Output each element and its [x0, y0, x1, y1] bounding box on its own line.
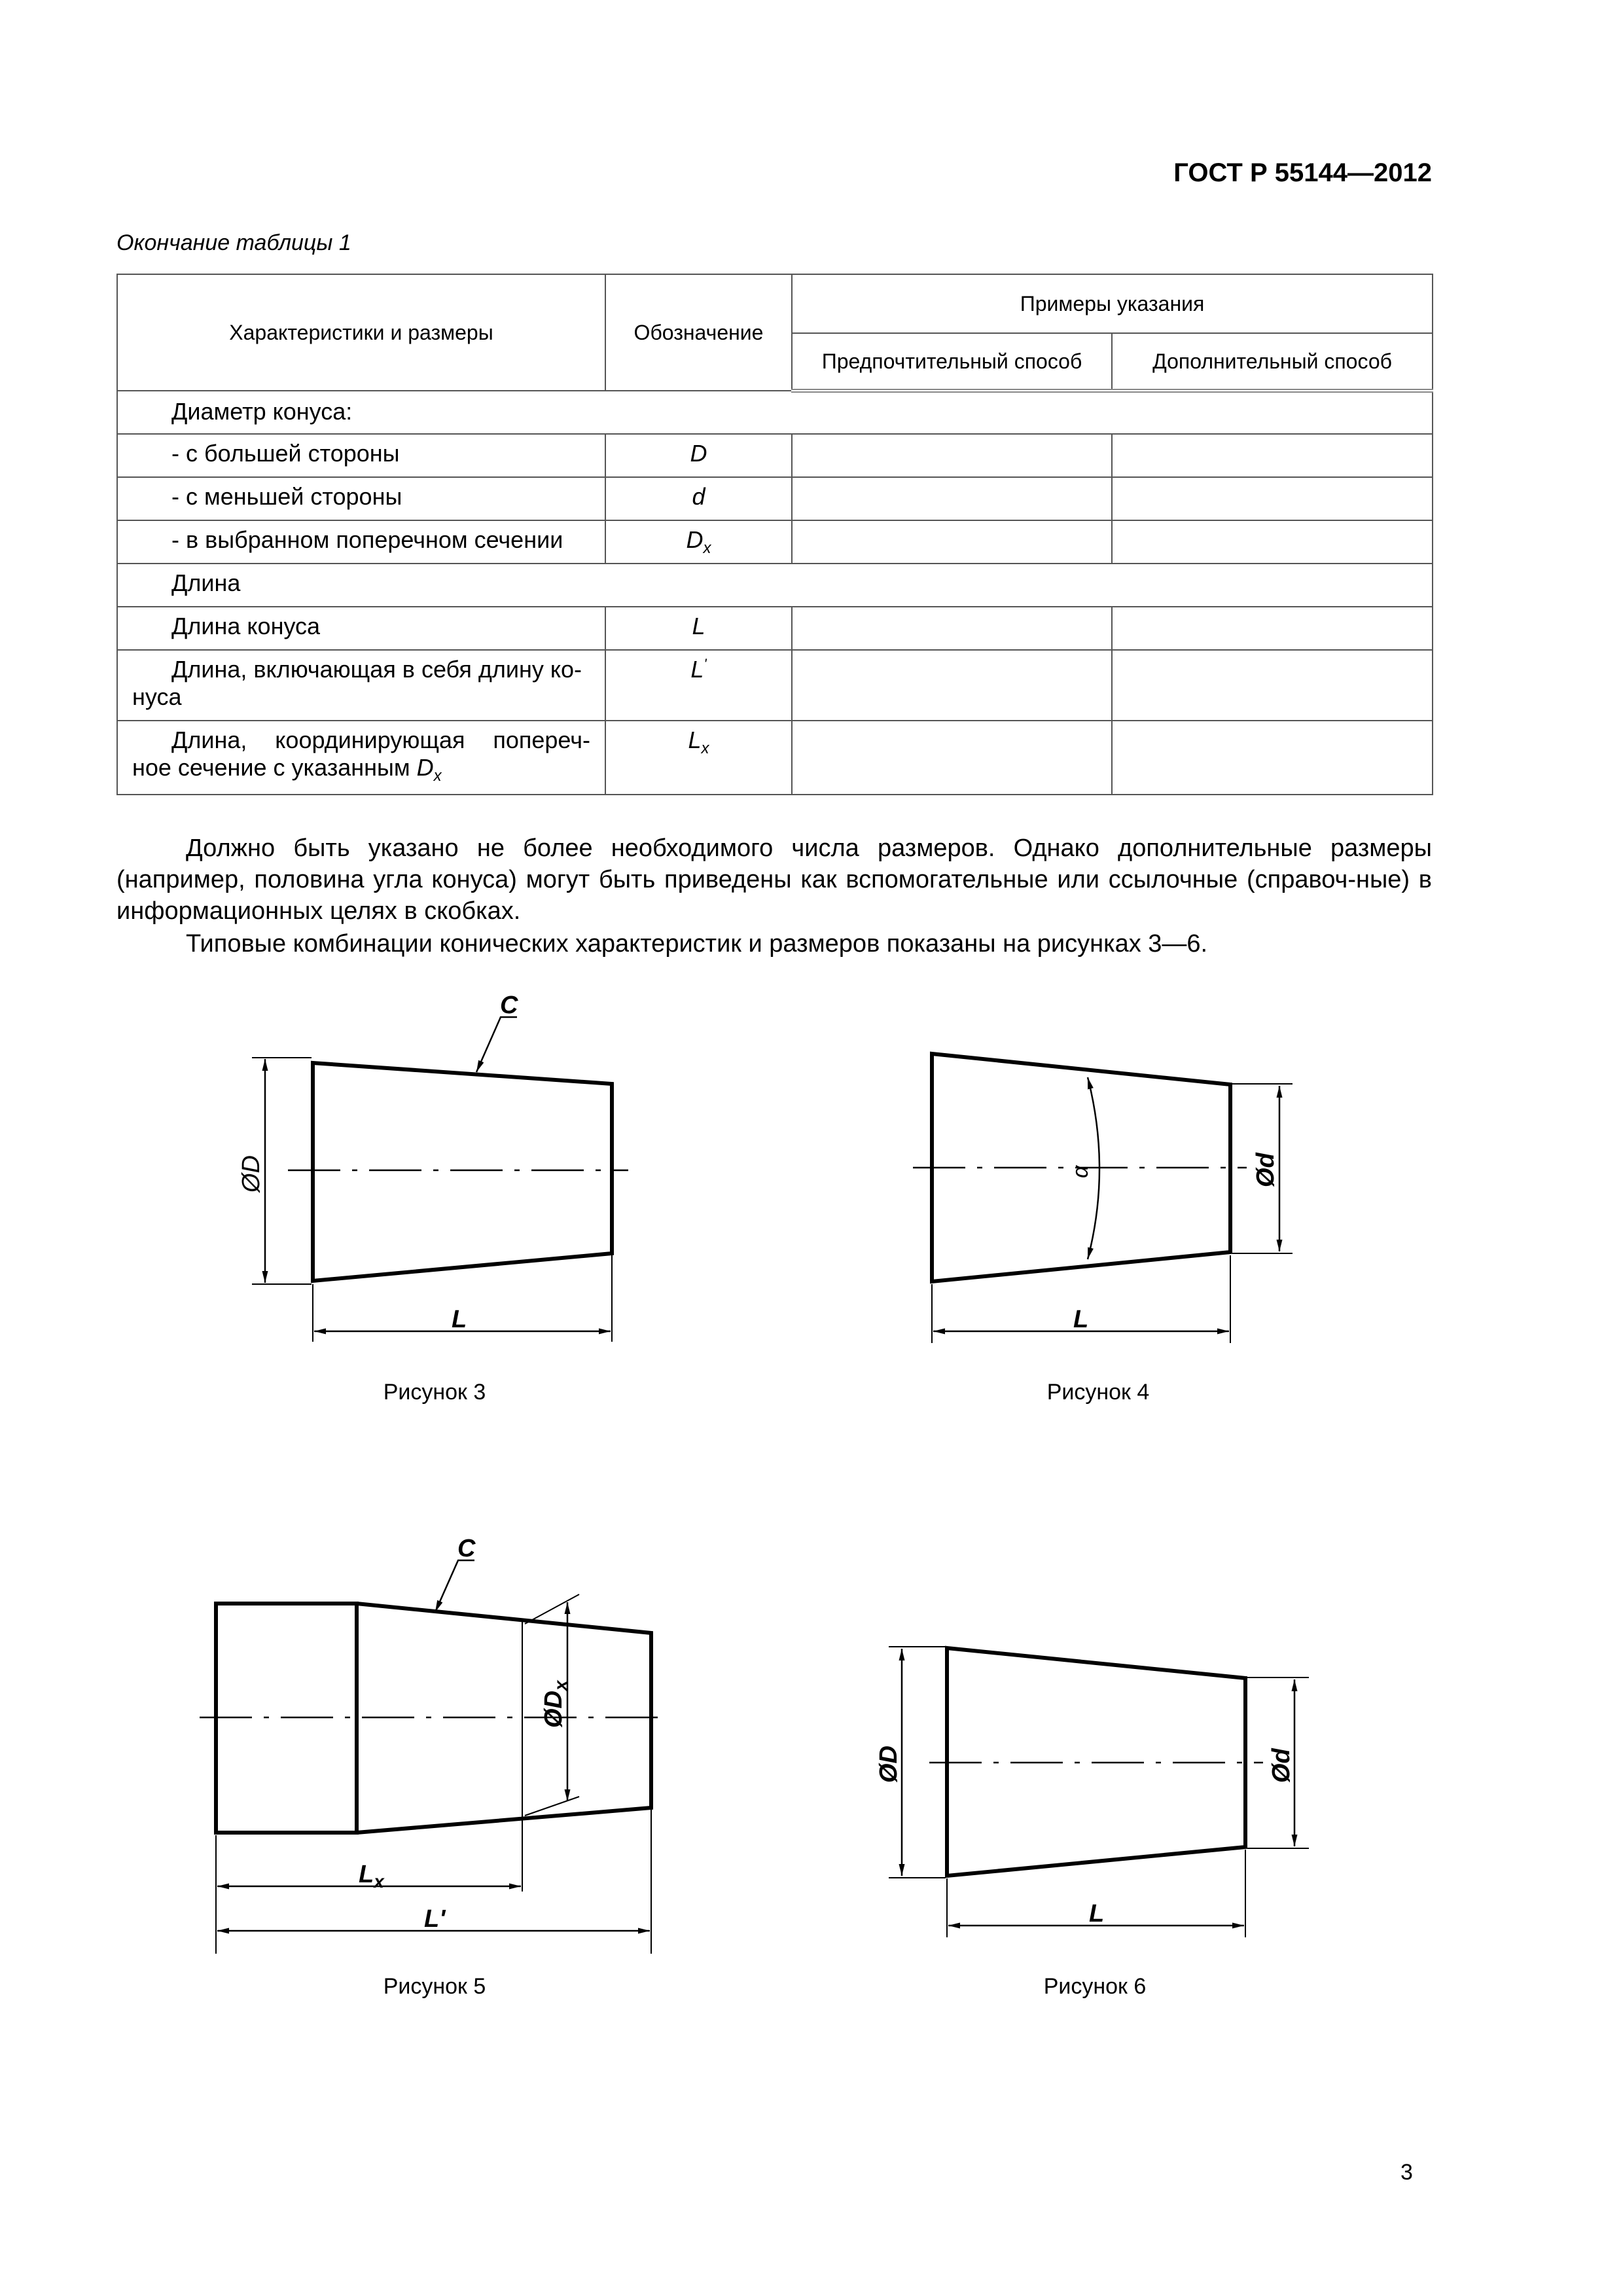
row-label-line1: Длина, координирующая попереч-	[171, 726, 590, 753]
row-symbol: D	[605, 434, 792, 477]
header-additional: Дополнительный способ	[1112, 333, 1433, 391]
row-label: - в выбранном поперечном сечении	[117, 520, 605, 564]
additional-cell	[1112, 520, 1433, 564]
row-label	[117, 721, 605, 795]
row-symbol: d	[605, 477, 792, 520]
paragraph-dimensions-note: Должно быть указано не более необходимого числа размеров. Однако дополнительные размеры (например, половина угла конуса) могут быть приведены как вспомогательные или ссылочные (справоч-ные) в информационных целях в скобках.	[116, 834, 1432, 925]
symbol-main: D	[686, 526, 704, 553]
table-row	[117, 721, 1433, 795]
table-row	[117, 607, 1433, 650]
table-row	[117, 391, 1433, 434]
row-label-line2: нуса	[132, 683, 182, 710]
cone-outline	[313, 1063, 612, 1281]
leader-line-C	[476, 1017, 517, 1072]
table-row	[117, 564, 1433, 607]
row-label-line2: ное сечение с указанным $D_x$	[132, 754, 442, 785]
label-Lprime: L'	[424, 1905, 446, 1933]
header-designation: Обозначение	[605, 274, 792, 391]
table-caption: Окончание таблицы 1	[116, 230, 351, 255]
figure-3-caption: Рисунок 3	[383, 1380, 486, 1405]
label-Lx: $L_x$	[359, 1861, 384, 1892]
additional-cell	[1112, 721, 1433, 795]
table-row	[117, 477, 1433, 520]
leader-line-C	[435, 1560, 474, 1612]
figure-4	[913, 1054, 1293, 1343]
table-row	[117, 434, 1433, 477]
symbol-main: L	[688, 726, 702, 753]
row-label: Длина конуса	[117, 607, 605, 650]
label-alpha: α	[1068, 1165, 1093, 1178]
figure-4-caption: Рисунок 4	[1046, 1380, 1150, 1405]
label-C: C	[500, 992, 518, 1019]
label-L: L	[1073, 1306, 1089, 1333]
figure-6-caption: Рисунок 6	[1043, 1974, 1147, 1999]
paragraph-figures-ref: Типовые комбинации конических характеристик и размеров показаны на рисунках 3—6.	[186, 930, 1208, 958]
preferred-cell	[792, 650, 1112, 721]
page-number: 3	[1400, 2160, 1413, 2185]
label-L: L	[452, 1306, 467, 1333]
row-symbol	[605, 721, 792, 795]
figure-6	[875, 1647, 1309, 1937]
additional-cell	[1112, 650, 1433, 721]
document-header: ГОСТ Р 55144—2012	[1173, 158, 1432, 187]
label-D: ØD	[875, 1746, 902, 1783]
row-label: Длина	[117, 564, 1433, 607]
table-row	[117, 520, 1433, 564]
preferred-cell	[792, 477, 1112, 520]
table-row	[117, 650, 1433, 721]
label-C: C	[457, 1535, 476, 1562]
additional-cell	[1112, 607, 1433, 650]
label-D: ØD	[238, 1155, 265, 1193]
row-symbol	[605, 520, 792, 564]
symbol-subscript: x	[701, 740, 709, 758]
row-label: Диаметр конуса:	[117, 391, 1433, 434]
label-d: Ød	[1268, 1748, 1295, 1783]
symbol-subscript: x	[703, 539, 711, 558]
row-symbol: L	[605, 607, 792, 650]
figure-3	[238, 992, 628, 1342]
figure-5	[200, 1535, 668, 1954]
row-symbol	[605, 650, 792, 721]
header-characteristics: Характеристики и размеры	[117, 274, 605, 391]
row-label	[117, 650, 605, 721]
preferred-cell	[792, 607, 1112, 650]
figure-5-caption: Рисунок 5	[383, 1974, 486, 1999]
header-examples: Примеры указания	[792, 274, 1433, 333]
header-preferred: Предпочтительный способ	[792, 333, 1112, 391]
additional-cell	[1112, 434, 1433, 477]
preferred-cell	[792, 434, 1112, 477]
label-L: L	[1089, 1900, 1105, 1928]
symbol-superscript: '	[704, 656, 707, 672]
figures-drawing	[0, 969, 1623, 2029]
additional-cell	[1112, 477, 1433, 520]
row-label-line1: Длина, включающая в себя длину ко-	[171, 656, 582, 683]
label-Dx: $ØD_x$	[540, 1680, 571, 1728]
row-label: - с большей стороны	[117, 434, 605, 477]
specification-table	[116, 274, 1433, 795]
row-label: - с меньшей стороны	[117, 477, 605, 520]
symbol-main: L	[690, 656, 704, 683]
preferred-cell	[792, 520, 1112, 564]
preferred-cell	[792, 721, 1112, 795]
extension-line	[525, 1594, 579, 1624]
label-d: Ød	[1252, 1153, 1279, 1187]
